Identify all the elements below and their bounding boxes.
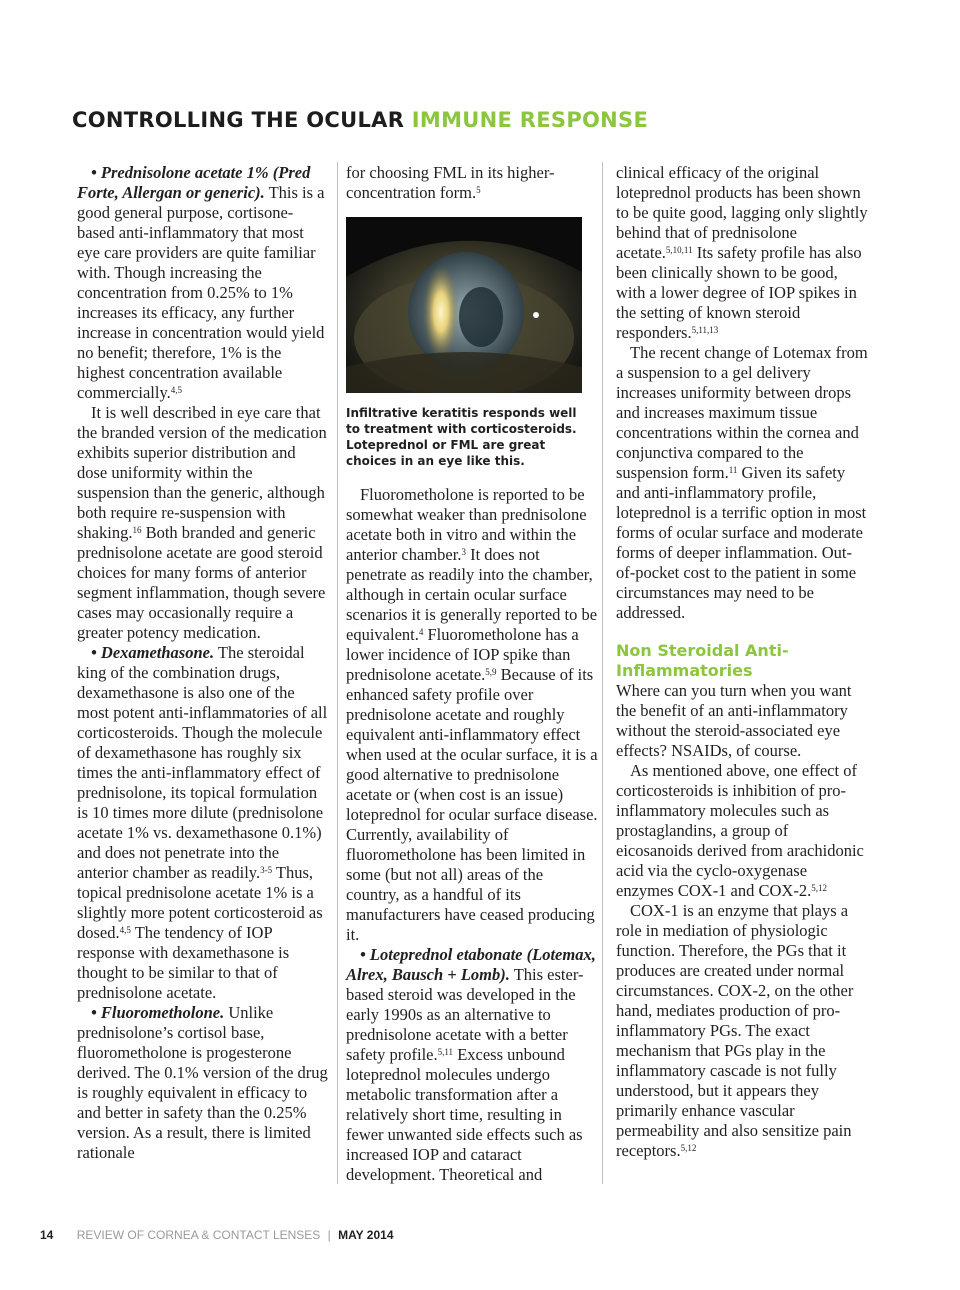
paragraph — [77, 643, 329, 1003]
reference: 5,11,13 — [691, 325, 719, 335]
paragraph-text: As mentioned above, one effect of corticosteroids is inhibition of pro-inflammatory molecules such as prostaglandins, a group of eicosanoids derived from arachidonic acid via the cyclo-oxygenase enzymes COX-1 and COX-2. — [616, 761, 864, 900]
paragraph — [346, 485, 598, 945]
paragraph-text: Both branded and generic prednisolone acetate are good steroid choices for many forms of anterior segment inflammation, though severe cases may occasionally require a greater potency medication. — [77, 523, 326, 642]
reference: 16 — [132, 525, 142, 535]
heading-main: CONTROLLING THE OCULAR — [72, 108, 405, 132]
paragraph-text: Thus, topical prednisolone acetate 1% is a slightly more potent corticosteroid as dosed. — [77, 863, 323, 942]
reference: 5,12 — [811, 883, 827, 893]
reference: 11 — [728, 465, 738, 475]
page-number: 14 — [40, 1228, 54, 1242]
column-divider — [337, 162, 338, 1184]
paragraph-text: It is well described in eye care that the branded version of the medication exhibits superior distribution and dose uniformity within the suspension than the generic, although both require re-suspension with shaking. — [77, 403, 327, 542]
paragraph-text: The tendency of IOP response with dexamethasone is thought to be similar to that of prednisolone acetate. — [77, 923, 290, 1002]
paragraph — [616, 163, 868, 343]
paragraph-text: Unlike prednisolone’s cortisol base, fluorometholone is progesterone derived. The 0.1% version of the drug is roughly equivalent in efficacy to and better in safety than the 0.25% version. As a result, there is limited rationale — [77, 1003, 328, 1162]
paragraph-text: clinical efficacy of the original loteprednol products has been shown to be quite good, lagging only slightly behind that of prednisolone acetate. — [616, 163, 868, 262]
issue-date: MAY 2014 — [338, 1228, 394, 1242]
paragraph-text: This is a good general purpose, cortisone-based anti-inflammatory that most eye care providers are quite familiar with. Though increasing the concentration from 0.25% to 1% increases its efficacy, any further increase in concentration would yield no benefit; therefore, 1% is the highest concentration available commercially. — [77, 183, 325, 402]
paragraph-text: It does not penetrate as readily into the chamber, although in certain ocular surface scenarios it is generally reported to be equivalent. — [346, 545, 598, 644]
paragraph-text: Its safety profile has also been clinically shown to be good, with a lower degree of IOP spikes in the setting of known steroid responders. — [616, 243, 862, 342]
reference: 5,11 — [437, 1047, 454, 1057]
page-footer — [40, 1228, 394, 1242]
section-subhead: Non Steroidal Anti-Inflammatories — [616, 641, 789, 680]
paragraph-text: Where can you turn when you want the benefit of an anti-inflammatory without the steroid-associated eye effects? NSAIDs, of course. — [616, 681, 852, 760]
reference: 4,5 — [119, 925, 131, 935]
reference: 5,12 — [680, 1143, 697, 1153]
reference: 4,5 — [170, 385, 183, 395]
paragraph — [346, 163, 598, 203]
photo-caption: Infiltrative keratitis responds well to treatment with corticosteroids. Loteprednol or FML are great choices in an eye like this. — [346, 406, 577, 468]
drug-heading: • Dexamethasone. — [91, 643, 215, 662]
column-divider — [602, 162, 603, 1184]
paragraph-text: for choosing FML in its higher-concentration form. — [346, 163, 555, 202]
paragraph-text: Fluorometholone has a lower incidence of IOP spike than prednisolone acetate. — [346, 625, 579, 684]
paragraph — [616, 901, 868, 1161]
heading-accent: IMMUNE RESPONSE — [411, 108, 649, 132]
page-heading — [72, 108, 648, 132]
paragraph — [77, 1003, 329, 1163]
paragraph — [616, 343, 868, 623]
reference: 5,9 — [485, 667, 497, 677]
reference: 3-5 — [260, 865, 273, 875]
paragraph-text: Fluorometholone is reported to be somewhat weaker than prednisolone acetate both in vitro and within the anterior chamber. — [346, 485, 587, 564]
reference: 5,10,11 — [665, 245, 693, 255]
paragraph — [77, 403, 329, 643]
eye-photo-image — [346, 217, 582, 393]
paragraph — [346, 945, 598, 1185]
paragraph — [616, 681, 868, 761]
paragraph-text: This ester-based steroid was developed in the early 1990s as an alternative to prednisolone acetate with a better safety profile. — [346, 965, 584, 1064]
paragraph — [77, 163, 329, 403]
reference: 3 — [461, 547, 466, 557]
paragraph-text: Because of its enhanced safety profile over prednisolone acetate and roughly equivalent anti-inflammatory effect when used at the ocular surface, it is a good alternative to prednisolone acetate or (when cost is an issue) loteprednol for ocular surface disease. Currently, availability of fluorometholone has been limited in some (but not all) areas of the country, as a handful of its manufacturers have ceased producing it. — [346, 665, 598, 944]
paragraph-text: Excess unbound loteprednol molecules undergo metabolic transformation after a relatively short time, resulting in fewer unwanted side effects such as increased IOP and cataract development. Theoretical and — [346, 1045, 583, 1184]
footer-separator: | — [327, 1228, 331, 1242]
drug-heading: • Loteprednol etabonate (Lotemax, Alrex, Bausch + Lomb). — [346, 945, 596, 984]
drug-heading: • Prednisolone acetate 1% (Pred Forte, Allergan or generic). — [77, 163, 311, 202]
eye-photo — [346, 217, 582, 393]
paragraph-text: Given its safety and anti-inflammatory profile, loteprednol is a terrific option in most forms of ocular surface and moderate forms of deeper inflammation. Out-of-pocket cost to the patient in some circumstances may need to be addressed. — [616, 463, 867, 622]
paragraph-text: COX-1 is an enzyme that plays a role in mediation of physiologic function. Therefore, the PGs that it produces are created under normal circumstances. COX-2, on the other hand, mediates production of pro-inflammatory PGs. The exact mechanism that PGs play in the inflammatory cascade is not fully understood, but it appears they primarily enhance vascular permeability and also sensitize pain receptors. — [616, 901, 854, 1160]
publication-name: REVIEW OF CORNEA & CONTACT LENSES — [76, 1228, 321, 1242]
paragraph — [616, 761, 868, 901]
column-3 — [616, 163, 868, 1161]
paragraph-text: The recent change of Lotemax from a suspension to a gel delivery increases uniformity between drops and increases maximum tissue concentrations within the cornea and conjunctiva compared to the suspension form. — [616, 343, 868, 482]
reference: 5 — [476, 185, 481, 195]
drug-heading: • Fluorometholone. — [91, 1003, 225, 1022]
reference: 4 — [418, 627, 424, 637]
column-1 — [77, 163, 329, 1163]
column-2 — [346, 163, 598, 1185]
paragraph-text: The steroidal king of the combination drugs, dexamethasone is also one of the most potent anti-inflammatories of all corticosteroids. Though the molecule of dexamethasone has roughly six times the anti-inflammatory effect of prednisolone, its topical formulation is 10 times more dilute (prednisolone acetate 1% vs. dexamethasone 0.1%) and does not penetrate into the anterior chamber as readily. — [77, 643, 328, 882]
